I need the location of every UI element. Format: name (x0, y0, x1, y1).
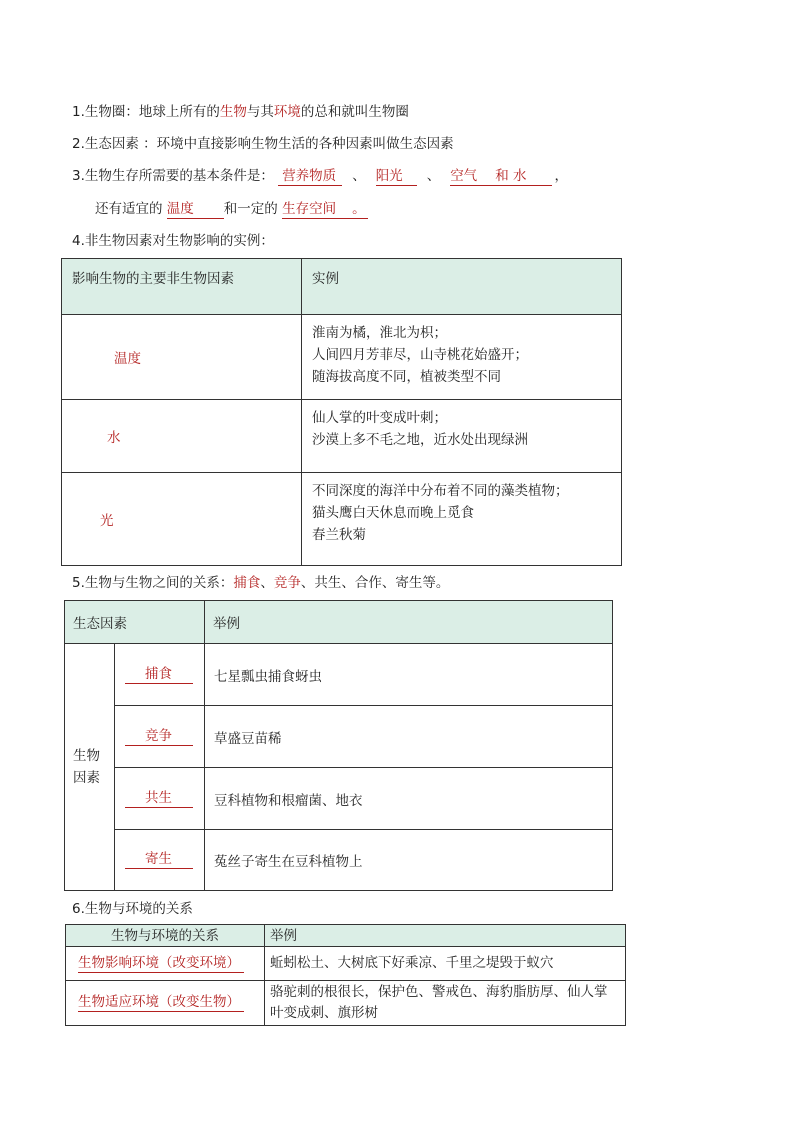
item-4-title: 4.非生物因素对生物影响的实例： (72, 233, 274, 249)
table-row (66, 947, 626, 981)
term-organism: 生物 (219, 104, 247, 120)
factor-cell: 光 (62, 473, 302, 566)
table-row (66, 981, 626, 1026)
relation-cell: 捕食 (115, 644, 205, 706)
relation-cell: 寄生 (115, 830, 205, 891)
relation-cell: 生物适应环境（改变生物） (66, 981, 265, 1026)
header-example: 举例 (265, 925, 626, 947)
term-environment: 环境 (273, 104, 301, 120)
example-cell: 蚯蚓松土、大树底下好乘凉、千里之堤毁于蚁穴 (265, 947, 626, 981)
table-row (62, 400, 622, 473)
item-3-line-2: 还有适宜的 温度 和一定的 生存空间 。 (95, 201, 366, 217)
example-cell: 骆驼刺的根很长，保护色、警戒色、海豹脂肪厚、仙人掌 叶变成刺、旗形树 (265, 981, 626, 1026)
abiotic-factor-table (61, 258, 622, 566)
relation-cell: 竞争 (115, 706, 205, 768)
item-3-basic-conditions: 3.生物生存所需要的基本条件是： 营养物质 、 阳光 、 空气 和 水 ， (72, 168, 568, 184)
factor-cell: 温度 (62, 315, 302, 400)
answer-nutrients: 营养物质 (278, 168, 342, 186)
term-competition: 竞争 (273, 575, 301, 591)
example-cell: 豆科植物和根瘤菌、地衣 (205, 768, 613, 830)
answer-living-space: 生存空间 。 (282, 201, 366, 217)
item-6-title: 6.生物与环境的关系 (72, 901, 193, 917)
table-row (65, 644, 613, 706)
relation-cell: 共生 (115, 768, 205, 830)
answer-temperature: 温度 (167, 201, 224, 219)
answer-sunlight: 阳光 (376, 168, 417, 186)
answer-air: 空气 (450, 168, 491, 186)
example-cell: 草盛豆苗稀 (205, 706, 613, 768)
factor-cell: 水 (62, 400, 302, 473)
item-1-biosphere: 1.生物圈：地球上所有的生物与其环境的总和就叫生物圈 (72, 104, 409, 120)
header-example: 实例 (302, 259, 622, 315)
table-row (62, 315, 622, 400)
item-5-title: 5.生物与生物之间的关系：捕食、竞争、共生、合作、寄生等。 (72, 575, 450, 591)
examples-cell: 淮南为橘，淮北为枳； 人间四月芳菲尽，山寺桃花始盛开； 随海拔高度不同，植被类型不同 (302, 315, 622, 400)
header-relation: 生物与环境的关系 (66, 925, 265, 947)
examples-cell: 不同深度的海洋中分布着不同的藻类植物； 猫头鹰白天休息而晚上觅食 春兰秋菊 (302, 473, 622, 566)
header-factor: 生态因素 (65, 601, 205, 644)
header-example: 举例 (205, 601, 613, 644)
organism-environment-table (65, 924, 626, 1026)
group-cell: 生物因素 (65, 644, 115, 891)
item-2-ecological-factor: 2.生态因素 ：环境中直接影响生物生活的各种因素叫做生态因素 (72, 136, 454, 152)
table-row (65, 768, 613, 830)
example-cell: 七星瓢虫捕食蚜虫 (205, 644, 613, 706)
relation-cell: 生物影响环境（改变环境） (66, 947, 265, 981)
answer-water: 和 水 (491, 168, 552, 186)
term-predation: 捕食 (233, 575, 261, 591)
example-cell: 菟丝子寄生在豆科植物上 (205, 830, 613, 891)
examples-cell: 仙人掌的叶变成叶刺； 沙漠上多不毛之地，近水处出现绿洲 (302, 400, 622, 473)
table-row (62, 473, 622, 566)
table-row (65, 830, 613, 891)
biotic-factor-table (64, 600, 613, 891)
table-row (65, 706, 613, 768)
header-factor: 影响生物的主要非生物因素 (62, 259, 302, 315)
